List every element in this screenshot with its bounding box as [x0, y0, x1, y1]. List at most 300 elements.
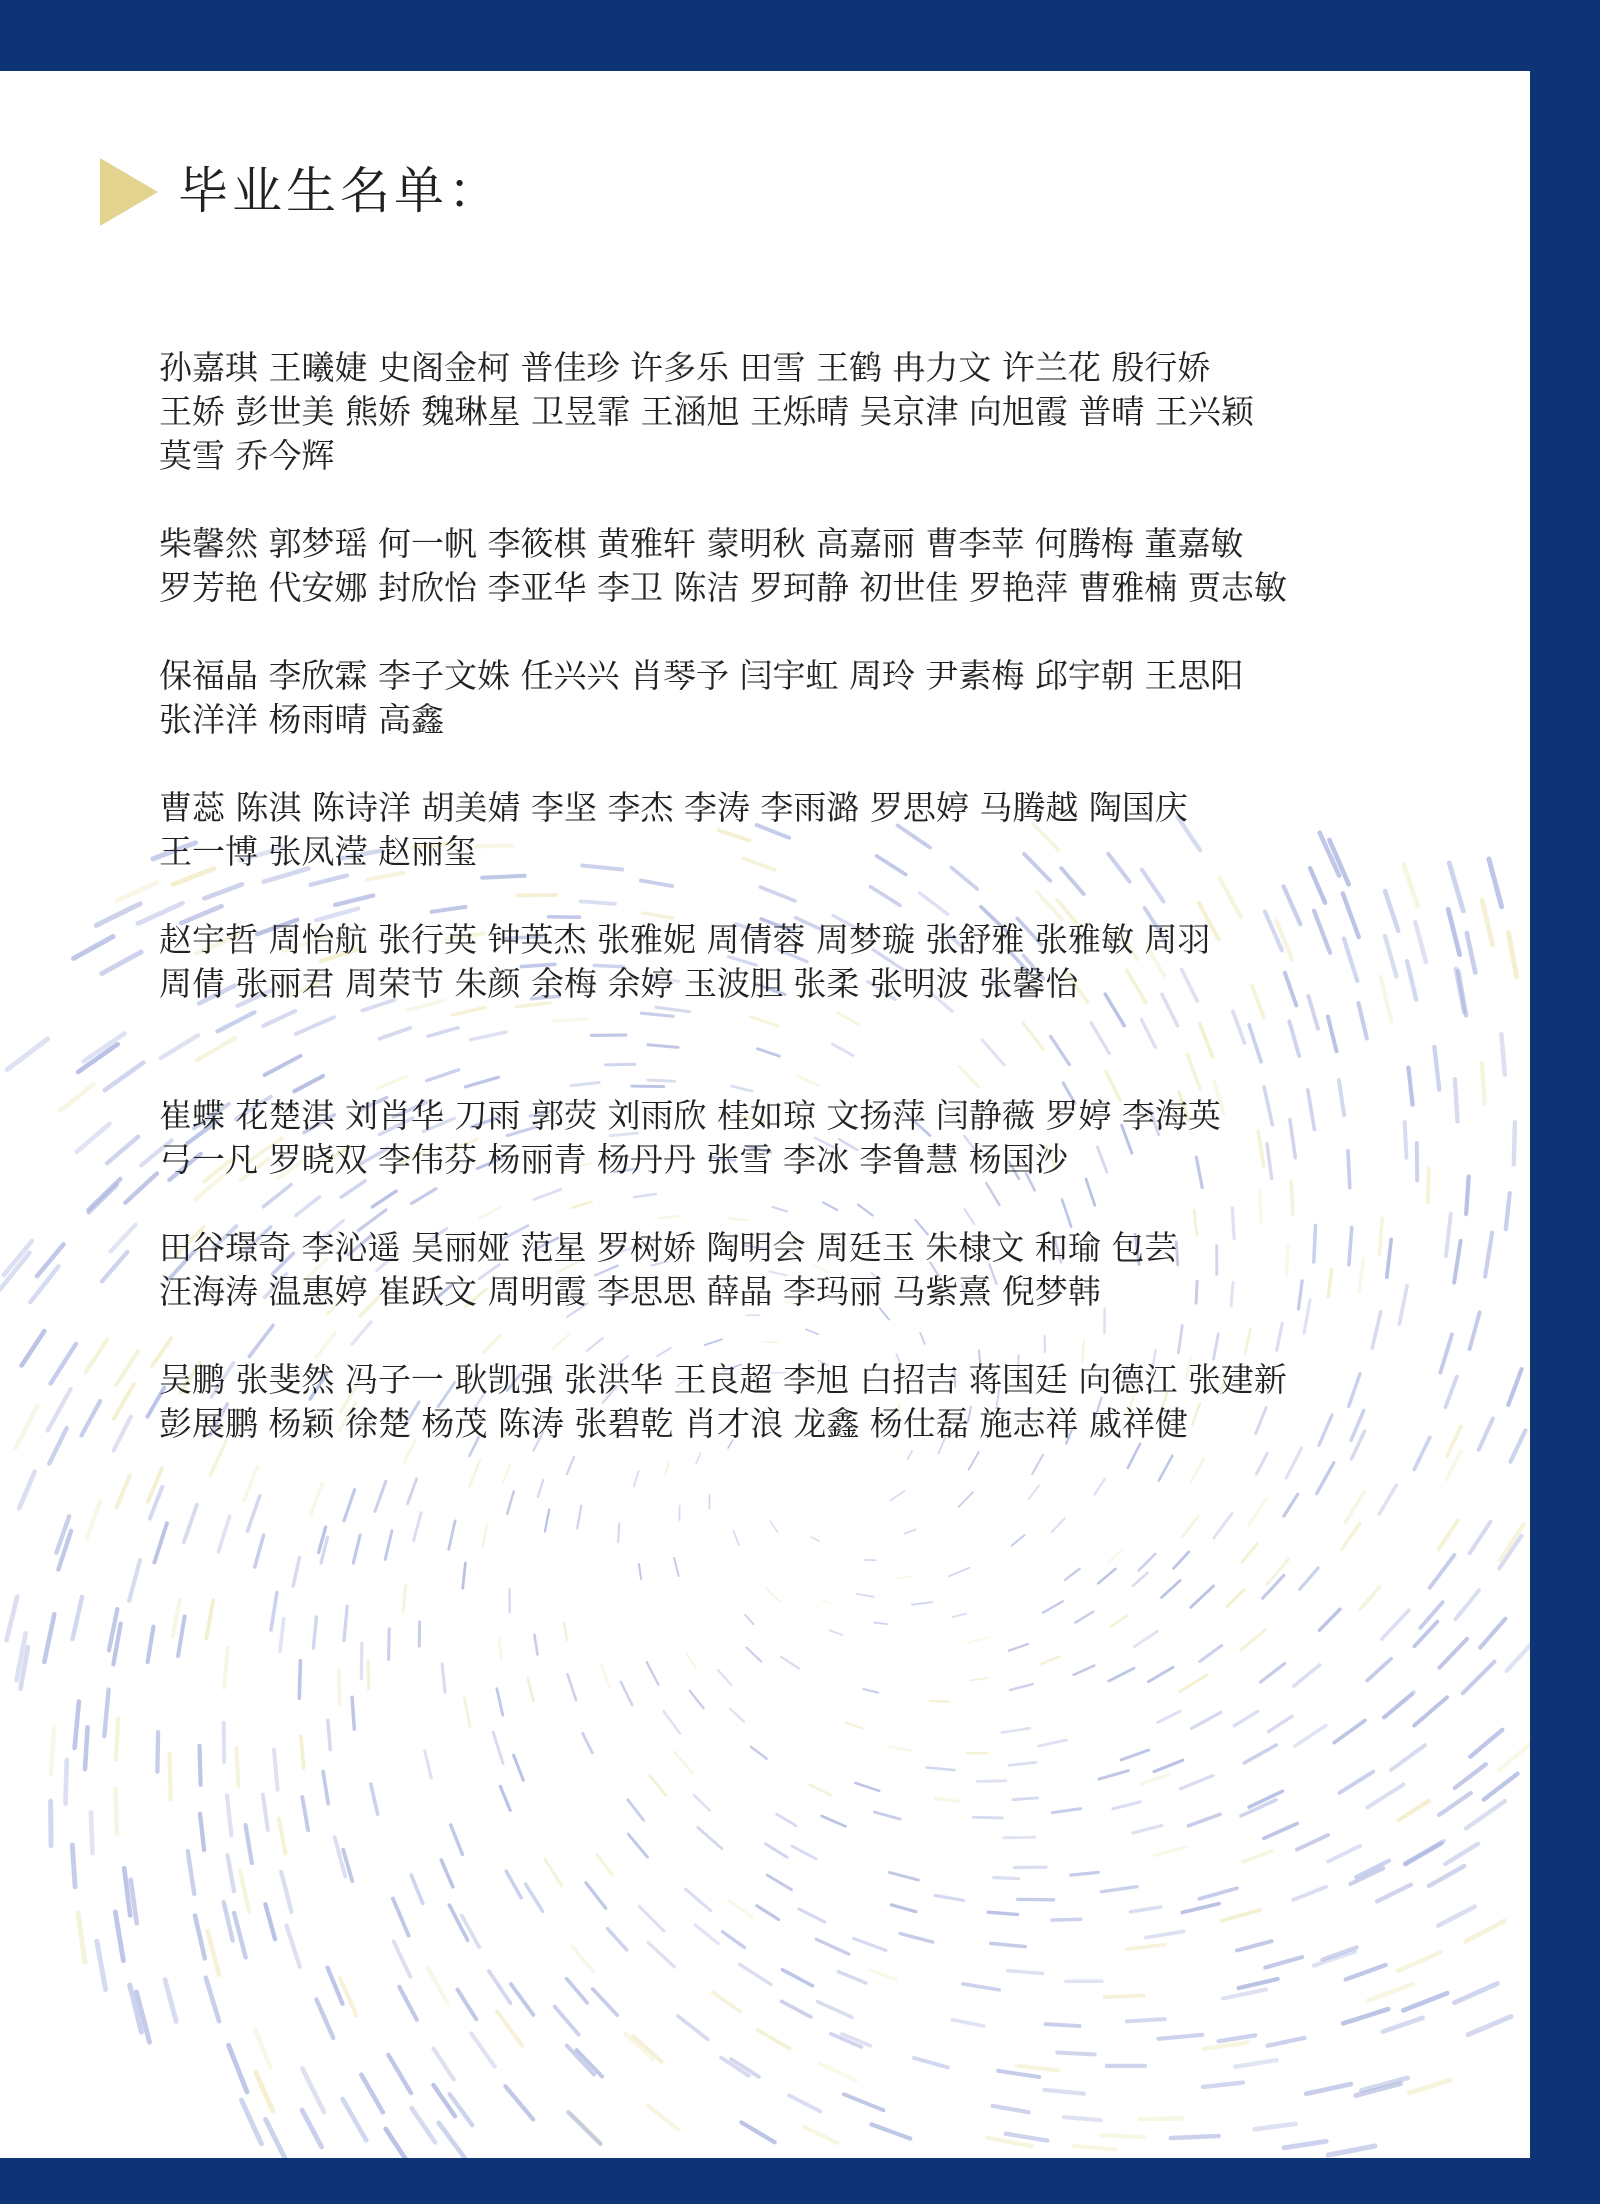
swirl-dash [451, 1825, 463, 1854]
swirl-dash [573, 1947, 594, 1972]
swirl-dash [388, 2055, 411, 2093]
swirl-dash [1010, 1684, 1032, 1690]
swirl-dash [84, 1034, 125, 1062]
name-line: 孙嘉琪 王曦婕 史阁金柯 普佳珍 许多乐 田雪 王鹤 冉力文 许兰花 殷行娇 [159, 348, 1211, 387]
swirl-dash [224, 1648, 228, 1688]
swirl-dash [7, 1039, 47, 1070]
swirl-dash [686, 1889, 711, 1911]
swirl-dash [227, 1795, 231, 1835]
swirl-dash [403, 1585, 406, 1612]
swirl-dash [1334, 1721, 1365, 1743]
swirl-dash [650, 1776, 666, 1795]
name-line: 吴鹏 张斐然 冯子一 耿凯强 张洪华 王良超 李旭 白招吉 蒋国廷 向德江 张建新 [159, 1360, 1287, 1399]
swirl-dash [1142, 1774, 1170, 1784]
swirl-dash [173, 1600, 180, 1636]
swirl-dash [1133, 1573, 1148, 1586]
swirl-dash [1203, 2083, 1243, 2087]
swirl-dash [22, 1331, 45, 1365]
swirl-dash [30, 1267, 58, 1303]
swirl-dash [206, 1978, 219, 2021]
swirl-dash [1399, 1801, 1430, 1821]
swirl-dash [601, 1664, 610, 1688]
swirl-dash [912, 1602, 932, 1605]
swirl-dash [51, 1727, 54, 1775]
swirl-dash [1149, 1667, 1174, 1681]
name-line: 彭展鹏 杨颖 徐楚 杨茂 陈涛 张碧乾 肖才浪 龙鑫 杨仕磊 施志祥 戚祥健 [159, 1404, 1188, 1443]
swirl-dash [116, 1789, 117, 1834]
swirl-dash [1013, 1798, 1038, 1800]
swirl-dash [1264, 1824, 1297, 1839]
swirl-dash [1439, 1793, 1471, 1815]
swirl-dash [1182, 1516, 1199, 1538]
swirl-dash [1222, 1910, 1261, 1921]
swirl-dash [1286, 1448, 1302, 1478]
swirl-dash [1379, 1485, 1396, 1514]
swirl-dash [969, 1637, 990, 1642]
swirl-dash [789, 2096, 820, 2112]
swirl-dash [117, 882, 157, 900]
swirl-dash [1484, 1774, 1518, 1800]
swirl-dash [1297, 1835, 1328, 1850]
swirl-dash [1057, 2053, 1095, 2055]
page-title: 毕业生名单： [178, 162, 502, 220]
swirl-dash [343, 2099, 367, 2140]
swirl-dash [1414, 1622, 1437, 1647]
name-line: 王娇 彭世美 熊娇 魏琳星 卫昱霏 王涵旭 王烁晴 吴京津 向旭霞 普晴 王兴颖 [159, 392, 1254, 431]
swirl-dash [1414, 1697, 1447, 1725]
swirl-dash [712, 1992, 740, 2012]
top-frame-band [0, 0, 1600, 71]
swirl-dash [129, 1560, 140, 1601]
swirl-dash [493, 1732, 503, 1763]
swirl-dash [1430, 1555, 1455, 1588]
swirl-dash [1235, 2060, 1277, 2067]
swirl-dash [1466, 1801, 1505, 1828]
swirl-dash [830, 1630, 843, 1635]
swirl-dash [674, 1558, 678, 1576]
swirl-dash [1368, 1984, 1412, 2000]
swirl-dash [188, 1851, 194, 1894]
swirl-dash [1002, 1728, 1030, 1732]
swirl-dash [195, 1916, 205, 1959]
swirl-dash [1234, 1711, 1258, 1725]
swirl-dash [1191, 1459, 1203, 1482]
swirl-dash [279, 1819, 285, 1854]
swirl-dash [1139, 1554, 1156, 1571]
name-group-6 [159, 1094, 1519, 1182]
swirl-dash [1454, 1984, 1497, 2003]
swirl-dash [1377, 1885, 1411, 1902]
swirl-dash [994, 1878, 1019, 1879]
swirl-dash [328, 1720, 330, 1749]
swirl-dash [428, 1968, 447, 2002]
swirl-dash [240, 1870, 249, 1912]
swirl-dash [256, 2072, 273, 2110]
swirl-dash [1470, 1522, 1491, 1554]
swirl-dash [246, 1825, 252, 1863]
swirl-dash [281, 1872, 291, 1912]
swirl-dash [1108, 1549, 1122, 1563]
swirl-dash [77, 1124, 110, 1152]
swirl-dash [567, 1979, 588, 2003]
name-line: 莫雪 乔今辉 [159, 436, 335, 475]
swirl-dash [1306, 2084, 1351, 2094]
swirl-dash [534, 1635, 537, 1655]
swirl-dash [394, 1941, 411, 1976]
swirl-dash [353, 1535, 360, 1563]
swirl-dash [82, 1401, 101, 1435]
swirl-dash [125, 1174, 157, 1203]
swirl-dash [228, 1855, 235, 1891]
swirl-dash [568, 1674, 577, 1700]
swirl-dash [625, 2034, 653, 2059]
swirl-dash [963, 1984, 1000, 1990]
swirl-dash [1295, 1726, 1326, 1747]
swirl-dash [792, 1846, 816, 1859]
swirl-dash [200, 1814, 204, 1850]
swirl-dash [564, 1623, 567, 1641]
swirl-dash [846, 1723, 862, 1729]
swirl-dash [935, 1895, 963, 1900]
swirl-dash [86, 1340, 107, 1373]
swirl-dash [821, 1600, 831, 1604]
swirl-dash [1073, 2146, 1115, 2150]
swirl-dash [1223, 1990, 1266, 1999]
swirl-dash [1383, 2018, 1423, 2032]
swirl-dash [648, 1943, 674, 1967]
swirl-dash [1121, 1750, 1149, 1760]
swirl-dash [1008, 1971, 1043, 1974]
swirl-dash [690, 1691, 704, 1708]
swirl-dash [1455, 1764, 1486, 1788]
right-frame-band [1530, 0, 1600, 2204]
swirl-dash [998, 2071, 1039, 2077]
swirl-dash [648, 2105, 679, 2130]
swirl-dash [234, 1913, 246, 1958]
swirl-dash [88, 1179, 120, 1210]
swirl-dash [111, 1225, 136, 1252]
swirl-dash [722, 1932, 744, 1948]
swirl-dash [49, 1428, 66, 1463]
swirl-dash [224, 1902, 233, 1940]
swirl-dash [1162, 1581, 1181, 1598]
swirl-dash [633, 2036, 662, 2062]
swirl-dash [567, 2046, 594, 2075]
swirl-dash [1094, 1479, 1104, 1495]
swirl-dash [170, 1754, 171, 1799]
swirl-dash [698, 1828, 722, 1849]
swirl-dash [1265, 1957, 1302, 1968]
swirl-dash [781, 1657, 799, 1669]
swirl-dash [1016, 2066, 1058, 2071]
swirl-dash [442, 1664, 445, 1692]
swirl-dash [48, 1389, 71, 1430]
swirl-dash [344, 1490, 355, 1521]
swirl-dash [1214, 1513, 1232, 1538]
swirl-dash [507, 1492, 514, 1514]
swirl-dash [1241, 1630, 1265, 1650]
swirl-dash [323, 1772, 328, 1804]
swirl-dash [313, 1617, 316, 1648]
swirl-dash [434, 2049, 454, 2080]
name-line: 周倩 张丽君 周荣节 朱颜 余梅 余婷 玉波胆 张柔 张明波 张馨怡 [159, 964, 1079, 1003]
swirl-dash [969, 1452, 979, 1470]
swirl-dash [165, 1980, 176, 2022]
swirl-dash [511, 1984, 534, 2015]
swirl-dash [242, 2100, 262, 2144]
swirl-dash [236, 1748, 238, 1786]
swirl-dash [816, 1939, 849, 1954]
swirl-dash [218, 1516, 229, 1551]
swirl-dash [1158, 1711, 1181, 1722]
swirl-dash [687, 1654, 696, 1668]
swirl-dash [469, 1460, 480, 1487]
swirl-dash [114, 1417, 131, 1451]
swirl-dash [741, 2122, 774, 2142]
swirl-dash [810, 1785, 832, 1795]
swirl-dash [1328, 2146, 1375, 2155]
swirl-dash [952, 2020, 984, 2026]
swirl-dash [1174, 1552, 1189, 1569]
swirl-dash [1045, 2090, 1085, 2094]
swirl-dash [1343, 2009, 1388, 2023]
swirl-dash [1140, 2119, 1182, 2120]
name-line: 曹蕊 陈淇 陈诗洋 胡美婧 李坚 李杰 李涛 李雨潞 罗思婷 马腾越 陶国庆 [159, 788, 1188, 827]
swirl-dash [339, 1670, 340, 1705]
name-group-4 [159, 786, 1519, 874]
swirl-dash [344, 1606, 347, 1640]
swirl-dash [1180, 1776, 1212, 1789]
swirl-dash [1131, 1907, 1161, 1912]
swirl-dash [1127, 2019, 1165, 2021]
swirl-dash [1237, 1941, 1272, 1950]
swirl-dash [586, 1883, 606, 1908]
swirl-dash [411, 1875, 423, 1903]
swirl-dash [953, 1614, 966, 1617]
swirl-dash [1043, 1601, 1063, 1613]
swirl-dash [1099, 1771, 1129, 1779]
swirl-dash [263, 1795, 268, 1830]
swirl-dash [497, 2012, 522, 2046]
swirl-dash [936, 1799, 959, 1802]
swirl-dash [1403, 1993, 1447, 2010]
swirl-dash [1052, 1809, 1081, 1813]
swirl-dash [1468, 2017, 1511, 2035]
swirl-dash [678, 2016, 708, 2039]
swirl-dash [266, 2120, 288, 2159]
swirl-dash [328, 1968, 343, 2004]
swirl-dash [1101, 2135, 1145, 2137]
name-line: 保福晶 李欣霖 李子文姝 任兴兴 肖琴予 闫宇虹 周玲 尹素梅 邱宇朝 王思阳 [159, 656, 1244, 695]
swirl-dash [905, 1530, 916, 1534]
swirl-dash [1439, 1639, 1467, 1668]
name-group-7 [159, 1226, 1519, 1314]
swirl-dash [414, 1513, 422, 1541]
swirl-dash [854, 1939, 886, 1951]
swirl-dash [949, 1568, 969, 1576]
swirl-dash [271, 1593, 277, 1630]
swirl-dash [889, 1872, 918, 1880]
name-line: 赵宇哲 周怡航 张行英 钟英杰 张雅妮 周倩蓉 周梦璇 张舒雅 张雅敏 周羽 [159, 920, 1211, 959]
swirl-dash [1227, 1590, 1244, 1607]
swirl-dash [301, 1736, 304, 1768]
swirl-dash [583, 1733, 593, 1753]
swirl-dash [1065, 1569, 1080, 1580]
swirl-dash [694, 1795, 710, 1810]
swirl-dash [891, 1905, 916, 1912]
swirl-dash [782, 2001, 811, 2017]
swirl-dash [538, 1480, 544, 1497]
swirl-dash [838, 1972, 866, 1983]
swirl-dash [87, 1502, 100, 1539]
swirl-dash [1041, 1657, 1060, 1665]
swirl-dash [157, 1732, 158, 1772]
swirl-dash [1239, 1979, 1278, 1988]
swirl-dash [1294, 1665, 1320, 1686]
swirl-dash [178, 1616, 185, 1656]
swirl-dash [74, 937, 114, 959]
swirl-dash [618, 1524, 619, 1543]
swirl-dash [777, 1814, 796, 1826]
swirl-dash [766, 1588, 780, 1601]
swirl-dash [1269, 1716, 1293, 1731]
swirl-dash [102, 952, 141, 974]
swirl-dash [526, 1884, 543, 1911]
swirl-dash [1382, 1610, 1409, 1639]
swirl-dash [287, 1926, 300, 1967]
swirl-dash [988, 1912, 1018, 1914]
swirl-dash [78, 1044, 118, 1072]
swirl-dash [1243, 1851, 1272, 1862]
swirl-dash [891, 1491, 905, 1500]
swirl-dash [730, 1709, 744, 1722]
swirl-dash [1284, 2141, 1326, 2148]
swirl-dash [375, 1481, 386, 1511]
name-line: 王一博 张凤滢 赵丽玺 [159, 832, 477, 871]
swirl-dash [1075, 1612, 1093, 1623]
swirl-dash [1409, 2080, 1450, 2093]
swirl-dash [977, 1781, 1006, 1782]
swirl-dash [1346, 1965, 1386, 1980]
swirl-dash [733, 1531, 739, 1546]
swirl-dash [361, 2075, 383, 2113]
swirl-dash [1128, 1444, 1140, 1468]
swirl-dash [568, 2112, 600, 2144]
swirl-dash [114, 1384, 134, 1419]
swirl-dash [597, 1855, 612, 1875]
swirl-dash [1045, 2024, 1079, 2026]
swirl-dash [770, 1521, 778, 1532]
name-line: 罗芳艳 代安娜 封欣怡 李亚华 李卫 陈洁 罗珂静 初世佳 罗艳萍 曹雅楠 贾志敏 [159, 568, 1287, 607]
swirl-dash [751, 1747, 767, 1759]
swirl-dash [316, 1999, 333, 2037]
swirl-dash [1182, 1904, 1219, 1913]
swirl-dash [729, 1901, 752, 1917]
swirl-dash [97, 1941, 106, 1989]
swirl-dash [60, 1084, 93, 1110]
swirl-dash [811, 1537, 819, 1541]
swirl-dash [302, 2068, 324, 2112]
swirl-dash [1470, 1730, 1502, 1757]
swirl-dash [1098, 1569, 1115, 1584]
swirl-dash [280, 1619, 284, 1652]
swirl-dash [555, 2007, 579, 2035]
swirl-dash [1256, 1453, 1267, 1474]
swirl-dash [634, 1471, 639, 1486]
swirl-dash [1105, 1995, 1144, 1997]
swirl-dash [91, 1813, 93, 1854]
swirl-dash [75, 1702, 79, 1748]
swirl-dash [927, 1768, 955, 1771]
swirl-dash [973, 1817, 1002, 1818]
swirl-dash [1367, 1659, 1391, 1681]
swirl-dash [898, 1576, 911, 1578]
swirl-dash [352, 1697, 354, 1729]
swirl-dash [506, 1871, 521, 1898]
swirl-dash [302, 2110, 322, 2147]
swirl-dash [545, 1859, 562, 1885]
swirl-dash [389, 1629, 390, 1660]
swirl-dash [265, 1904, 275, 1939]
swirl-dash [874, 1623, 887, 1625]
swirl-dash [888, 1746, 912, 1751]
swirl-dash [255, 2029, 271, 2068]
graduate-name-list [159, 346, 1519, 1446]
swirl-dash [745, 1615, 753, 1624]
swirl-dash [577, 2050, 602, 2076]
swirl-dash [844, 2094, 883, 2110]
swirl-dash [1188, 1814, 1220, 1825]
swirl-dash [1052, 1919, 1081, 1920]
swirl-dash [105, 1063, 144, 1091]
name-line: 崔蝶 花楚淇 刘肖华 刀雨 郭荧 刘雨欣 桂如琼 文扬萍 闫静薇 罗婷 李海英 [159, 1096, 1221, 1135]
swirl-dash [206, 1600, 213, 1638]
swirl-dash [647, 1662, 659, 1684]
swirl-dash [1192, 1712, 1221, 1728]
swirl-dash [1109, 1668, 1134, 1681]
swirl-dash [874, 1812, 900, 1819]
swirl-dash [1300, 1568, 1318, 1589]
swirl-dash [116, 1351, 138, 1385]
swirl-dash [1032, 1455, 1043, 1474]
swirl-dash [116, 1719, 118, 1760]
swirl-dash [37, 1244, 64, 1276]
swirl-dash [124, 1868, 130, 1915]
swirl-dash [1133, 1826, 1162, 1834]
swirl-dash [489, 1971, 510, 2003]
swirl-dash [7, 1597, 18, 1641]
swirl-dash [639, 1906, 663, 1930]
swirl-dash [244, 1466, 258, 1500]
swirl-dash [664, 1711, 680, 1733]
swirl-dash [200, 1746, 201, 1785]
swirl-dash [757, 2030, 789, 2049]
swirl-dash [73, 1597, 83, 1639]
swirl-dash [1439, 1520, 1458, 1549]
swirl-dash [1004, 1837, 1035, 1838]
swirl-dash [1346, 1492, 1365, 1522]
swirl-dash [959, 1492, 973, 1507]
swirl-dash [1039, 1740, 1067, 1746]
document-page [0, 71, 1530, 2158]
swirl-dash [371, 1784, 378, 1814]
swirl-dash [1191, 1586, 1214, 1607]
swirl-dash [85, 1727, 88, 1769]
swirl-dash [1180, 1675, 1207, 1692]
swirl-dash [1466, 1921, 1505, 1941]
swirl-dash [66, 1760, 67, 1804]
swirl-dash [1284, 1494, 1298, 1516]
